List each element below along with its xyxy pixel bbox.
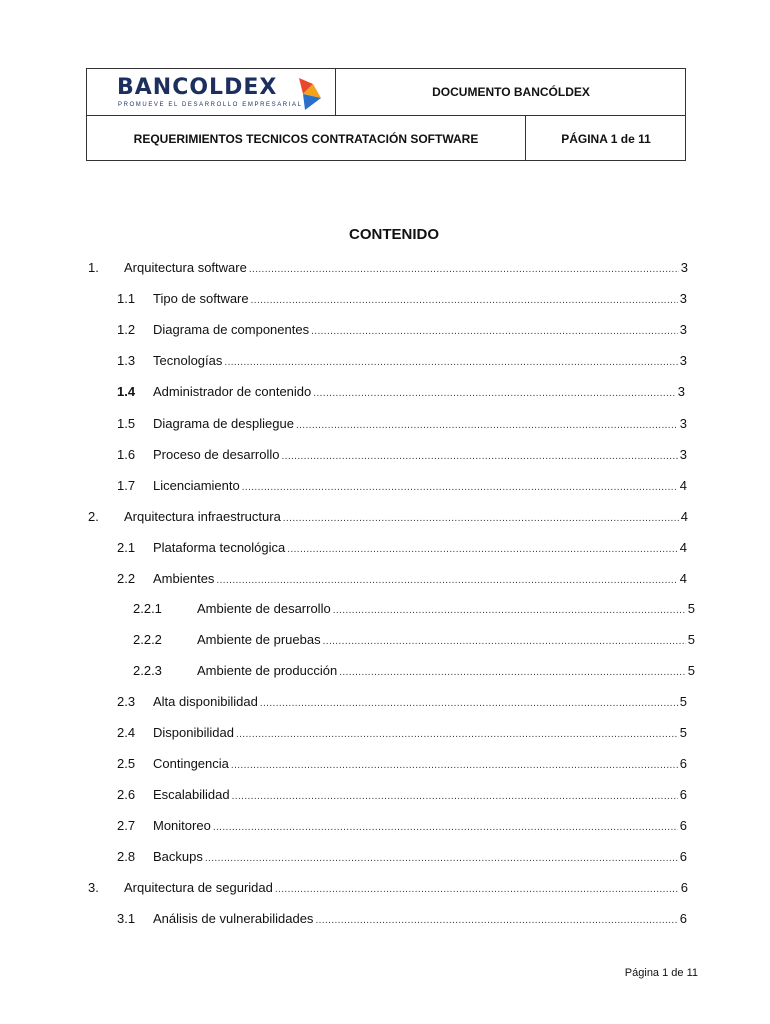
toc-entry-number: 1.2	[117, 322, 136, 337]
toc-leader	[242, 482, 678, 493]
toc-leader	[251, 295, 678, 306]
toc-entry-page: 4	[679, 478, 687, 493]
toc-entry-page: 6	[680, 880, 688, 895]
page-footer: Página 1 de 11	[624, 967, 698, 979]
toc-entry-title: Backups	[153, 849, 203, 864]
toc-entry-number: 1.5	[117, 416, 136, 431]
toc-entry-title: Ambientes	[153, 571, 215, 586]
toc-entry[interactable]	[117, 540, 687, 558]
toc-entry-page: 6	[679, 849, 687, 864]
logo-mark-icon	[295, 76, 325, 112]
toc-entry[interactable]	[117, 447, 687, 465]
toc-leader	[296, 420, 678, 431]
toc-entry[interactable]	[117, 725, 687, 743]
toc-leader	[232, 791, 678, 802]
toc-leader	[323, 636, 686, 647]
toc-entry-number: 2.4	[117, 725, 136, 740]
toc-entry-title: Plataforma tecnológica	[153, 540, 286, 555]
toc-entry[interactable]	[133, 601, 695, 619]
toc-entry-page: 6	[679, 911, 687, 926]
toc-leader	[216, 575, 677, 586]
toc-entry-title: Arquitectura de seguridad	[124, 880, 273, 895]
toc-entry-title: Licenciamiento	[153, 478, 240, 493]
toc-entry[interactable]	[117, 384, 685, 402]
toc-entry-title: Administrador de contenido	[153, 384, 312, 399]
toc-entry-number: 2.	[88, 509, 99, 524]
toc-leader	[339, 667, 686, 678]
toc-entry-title: Tipo de software	[153, 291, 249, 306]
toc-entry-number: 2.2	[117, 571, 136, 586]
toc-leader	[249, 264, 679, 275]
toc-entry-title: Escalabilidad	[153, 787, 230, 802]
header-table	[86, 68, 686, 161]
toc-entry-number: 2.6	[117, 787, 136, 802]
toc-entry-number: 2.1	[117, 540, 136, 555]
toc-entry-title: Ambiente de desarrollo	[197, 601, 331, 616]
toc-entry-title: Proceso de desarrollo	[153, 447, 280, 462]
toc-entry-number: 3.1	[117, 911, 136, 926]
toc-entry-number: 1.3	[117, 353, 136, 368]
toc-entry-page: 3	[679, 322, 687, 337]
toc-leader	[224, 357, 677, 368]
toc-entry-title: Diagrama de componentes	[153, 322, 310, 337]
toc-entry-number: 2.7	[117, 818, 136, 833]
document-title: DOCUMENTO BANCÓLDEX	[432, 85, 590, 99]
toc-entry[interactable]	[133, 632, 695, 650]
toc-entry-page: 3	[680, 260, 688, 275]
toc-entry-page: 5	[687, 632, 695, 647]
toc-entry-number: 1.7	[117, 478, 136, 493]
bancoldex-logo	[117, 75, 327, 111]
toc-entry-title: Monitoreo	[153, 818, 211, 833]
toc-entry-page: 5	[687, 601, 695, 616]
toc-entry[interactable]	[117, 322, 687, 340]
toc-entry-title: Ambiente de producción	[197, 663, 338, 678]
toc-leader	[283, 513, 679, 524]
toc-entry[interactable]	[117, 849, 687, 867]
toc-entry-title: Arquitectura software	[124, 260, 247, 275]
toc-entry-number: 1.	[88, 260, 99, 275]
toc-entry[interactable]	[117, 416, 687, 434]
toc-leader	[231, 760, 678, 771]
toc-entry[interactable]	[133, 663, 695, 681]
toc-entry-page: 6	[679, 756, 687, 771]
toc-entry-title: Arquitectura infraestructura	[124, 509, 281, 524]
toc-entry[interactable]	[117, 818, 687, 836]
toc-entry-title: Análisis de vulnerabilidades	[153, 911, 314, 926]
toc-entry-number: 1.4	[117, 384, 136, 399]
toc-leader	[333, 605, 686, 616]
toc-entry-page: 5	[679, 725, 687, 740]
toc-entry-title: Diagrama de despliegue	[153, 416, 294, 431]
toc-leader	[236, 729, 678, 740]
toc-entry-page: 3	[677, 384, 685, 399]
toc-entry-number: 2.5	[117, 756, 136, 771]
toc-leader	[315, 915, 677, 926]
toc-leader	[260, 698, 678, 709]
toc-entry-page: 6	[679, 787, 687, 802]
logo-tagline: PROMUEVE EL DESARROLLO EMPRESARIAL	[118, 102, 303, 108]
toc-entry[interactable]	[117, 694, 687, 712]
toc-entry-title: Contingencia	[153, 756, 229, 771]
toc-entry[interactable]	[117, 478, 687, 496]
toc-entry[interactable]	[117, 787, 687, 805]
toc-entry-number: 1.6	[117, 447, 136, 462]
toc-leader	[205, 853, 678, 864]
toc-entry[interactable]	[117, 911, 687, 929]
toc-entry-number: 2.2.1	[133, 601, 162, 616]
toc-leader	[311, 326, 678, 337]
toc-entry-page: 4	[679, 540, 687, 555]
toc-entry-page: 3	[679, 416, 687, 431]
toc-leader	[281, 451, 677, 462]
toc-leader	[275, 884, 679, 895]
toc-entry-page: 3	[679, 353, 687, 368]
toc-leader	[213, 822, 678, 833]
toc-entry-title: Disponibilidad	[153, 725, 234, 740]
page-indicator: PÁGINA 1 de 11	[561, 131, 651, 146]
toc-entry[interactable]	[88, 880, 688, 898]
toc-entry-title: Alta disponibilidad	[153, 694, 258, 709]
toc-entry-title: Tecnologías	[153, 353, 223, 368]
toc-entry-title: Ambiente de pruebas	[197, 632, 321, 647]
toc-entry[interactable]	[117, 353, 687, 371]
toc-entry[interactable]	[88, 260, 688, 278]
toc-entry-page: 3	[679, 291, 687, 306]
requirements-title: REQUERIMIENTOS TECNICOS CONTRATACIÓN SOFTWARE	[133, 131, 479, 146]
toc-entry-page: 6	[679, 818, 687, 833]
toc-heading: CONTENIDO	[349, 226, 439, 243]
toc-leader	[287, 544, 678, 555]
toc-entry[interactable]	[117, 571, 687, 589]
toc-entry[interactable]	[117, 756, 687, 774]
toc-entry-number: 2.2.3	[133, 663, 162, 678]
toc-entry-number: 2.2.2	[133, 632, 162, 647]
logo-wordmark: BANCOLDEX	[117, 75, 278, 100]
toc-entry[interactable]	[117, 291, 687, 309]
toc-entry-page: 4	[680, 509, 688, 524]
toc-leader	[313, 388, 676, 399]
toc-entry-number: 3.	[88, 880, 99, 895]
toc-entry[interactable]	[88, 509, 688, 527]
toc-entry-page: 5	[679, 694, 687, 709]
toc-entry-number: 1.1	[117, 291, 136, 306]
toc-entry-number: 2.3	[117, 694, 136, 709]
toc-entry-page: 4	[679, 571, 687, 586]
toc-entry-number: 2.8	[117, 849, 136, 864]
toc-entry-page: 5	[687, 663, 695, 678]
toc-entry-page: 3	[679, 447, 687, 462]
